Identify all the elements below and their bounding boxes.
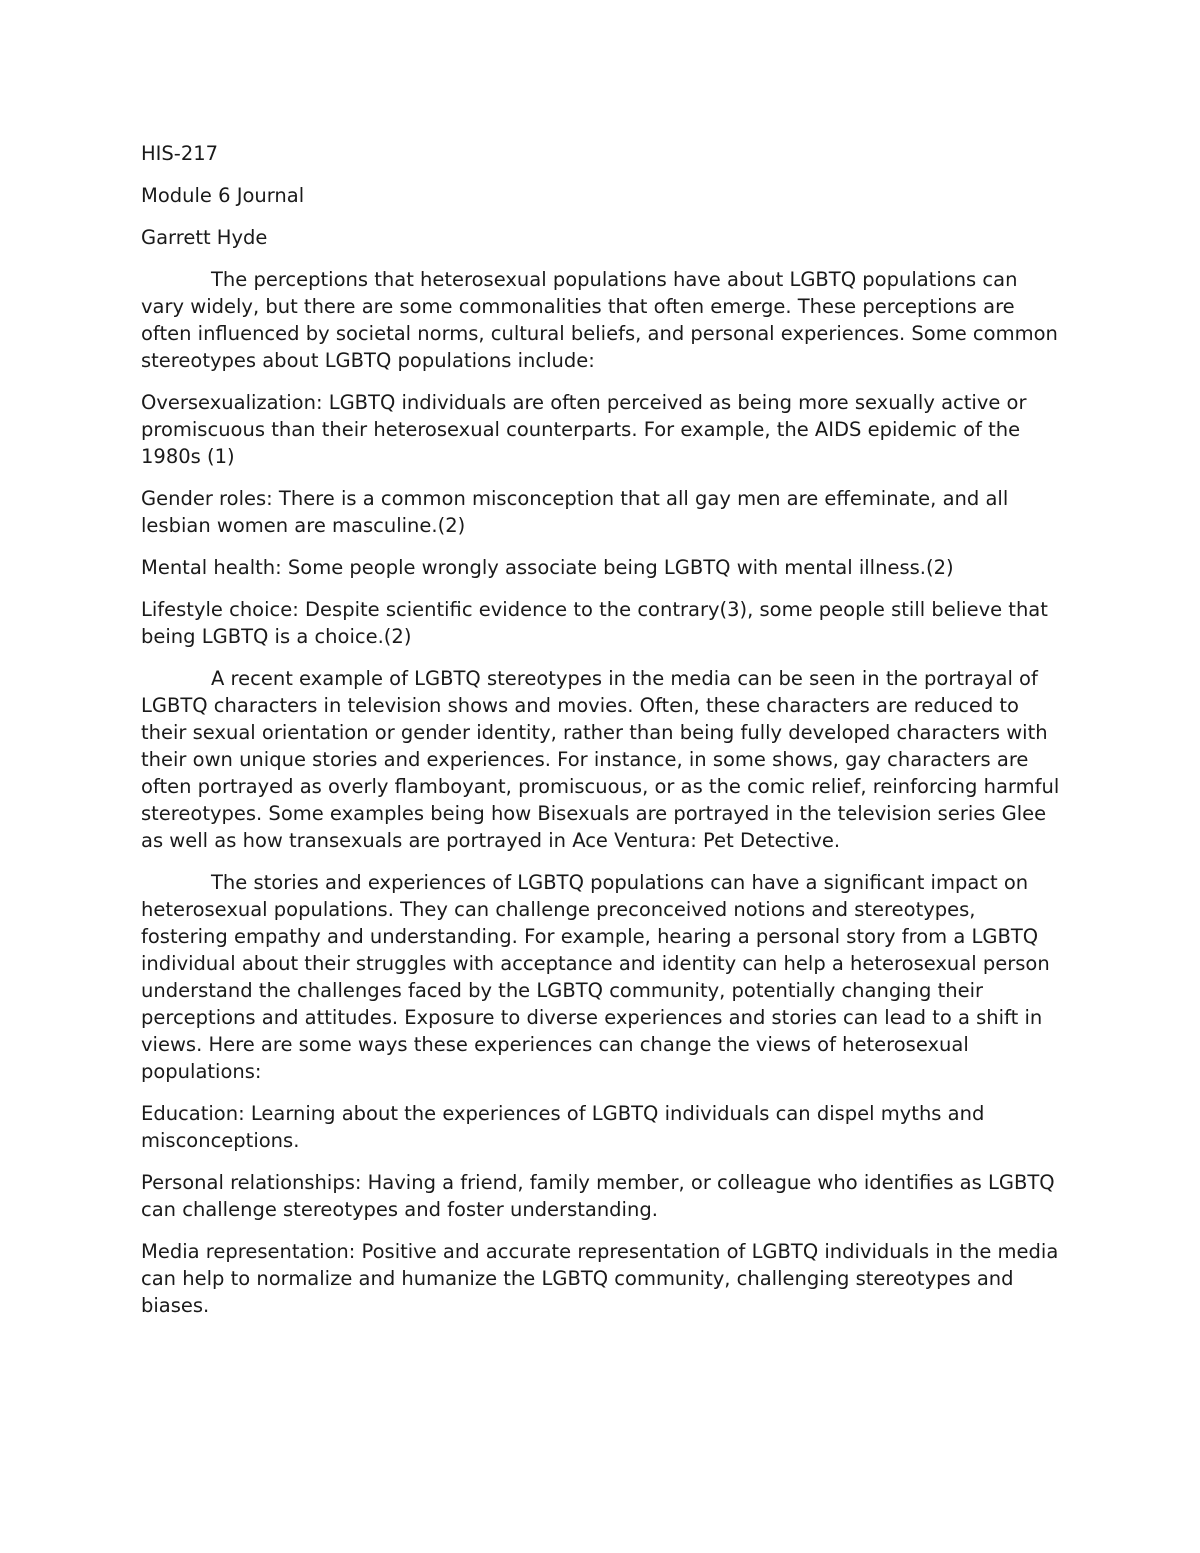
assignment-title: Module 6 Journal — [141, 184, 305, 207]
paragraph-perceptions-intro: The perceptions that heterosexual populations have about LGBTQ populations can vary widely, but there are some commonalities that often emerge. These perceptions are often influenced by societal norms, cultural beliefs, and personal experiences. Some common stereotypes about LGBTQ populations include: — [141, 268, 1058, 372]
paragraph-media-example: A recent example of LGBTQ stereotypes in the media can be seen in the portrayal of LGBTQ characters in television shows and movies. Often, these characters are reduced to their sexual orientation or gender identity, rather than being fully developed characters with their own unique stories and experiences. For instance, in some shows, gay characters are often portrayed as overly flamboyant, promiscuous, or as the comic relief, reinforcing harmful stereotypes. Some examples being how Bisexuals are portrayed in the television series Glee as well as how transexuals are portrayed in Ace Ventura: Pet Detective. — [141, 667, 1060, 852]
author-name: Garrett Hyde — [141, 226, 268, 249]
paragraph-mental-health: Mental health: Some people wrongly associate being LGBTQ with mental illness.(2) — [141, 556, 954, 579]
paragraph-education: Education: Learning about the experiences of LGBTQ individuals can dispel myths and misconceptions. — [141, 1102, 985, 1152]
document-body — [141, 140, 1061, 1334]
paragraph-media-representation: Media representation: Positive and accurate representation of LGBTQ individuals in the media can help to normalize and humanize the LGBTQ community, challenging stereotypes and biases. — [141, 1240, 1059, 1317]
paragraph-gender-roles: Gender roles: There is a common misconception that all gay men are effeminate, and all lesbian women are masculine.(2) — [141, 487, 1009, 537]
paragraph-personal-relationships: Personal relationships: Having a friend, family member, or colleague who identifies as LGBTQ can challenge stereotypes and foster understanding. — [141, 1171, 1055, 1221]
paragraph-stories-impact: The stories and experiences of LGBTQ populations can have a significant impact on heterosexual populations. They can challenge preconceived notions and stereotypes, fostering empathy and understanding. For example, hearing a personal story from a LGBTQ individual about their struggles with acceptance and identity can help a heterosexual person understand the challenges faced by the LGBTQ community, potentially changing their perceptions and attitudes. Exposure to diverse experiences and stories can lead to a shift in views. Here are some ways these experiences can change the views of heterosexual populations: — [141, 871, 1050, 1083]
paragraph-oversexualization: Oversexualization: LGBTQ individuals are often perceived as being more sexually active or promiscuous than their heterosexual counterparts. For example, the AIDS epidemic of the 1980s (1) — [141, 391, 1027, 468]
paragraph-lifestyle-choice: Lifestyle choice: Despite scientific evidence to the contrary(3), some people still believe that being LGBTQ is a choice.(2) — [141, 598, 1048, 648]
course-code: HIS-217 — [141, 142, 219, 165]
